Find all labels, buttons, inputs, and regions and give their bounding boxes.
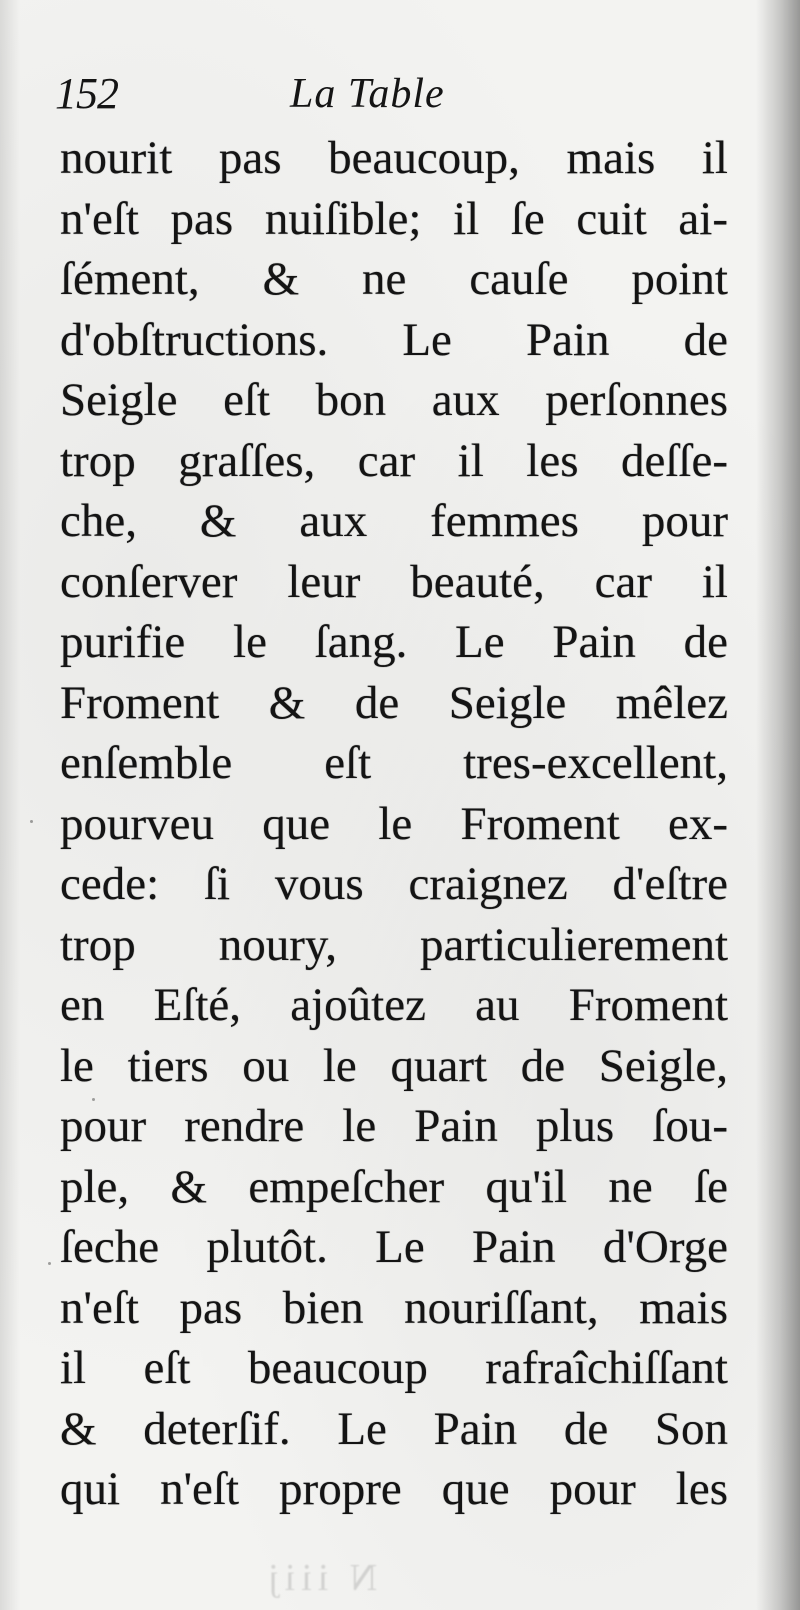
text-line: nourit pas beaucoup, mais il xyxy=(60,132,728,184)
text-line: trop graſſes, car il les deſſe- xyxy=(60,434,728,487)
text-line: & deterſif. Le Pain de Son xyxy=(60,1402,728,1455)
text-line: il eſt beaucoup rafraîchiſſant xyxy=(60,1342,728,1394)
text-line: ple, & empeſcher qu'il ne ſe xyxy=(60,1160,728,1213)
text-line: n'eſt pas bien nouriſſant, mais xyxy=(60,1281,728,1334)
text-line: le tiers ou le quart de Seigle, xyxy=(60,1039,728,1092)
text-line: pour rendre le Pain plus ſou- xyxy=(60,1100,728,1152)
text-line: che, & aux femmes pour xyxy=(60,495,728,547)
text-line: conſerver leur beauté, car il xyxy=(60,555,728,608)
text-line: Froment & de Seigle mêlez xyxy=(60,676,728,729)
text-line: d'obſtructions. Le Pain de xyxy=(60,313,728,366)
text-line: ſément, & ne cauſe point xyxy=(60,253,728,305)
ink-speck xyxy=(92,1098,95,1101)
text-line: qui n'eſt propre que pour les xyxy=(60,1463,728,1515)
text-line: ſeche plutôt. Le Pain d'Orge xyxy=(60,1221,728,1273)
ink-speck xyxy=(48,1262,51,1265)
ink-speck xyxy=(30,820,33,823)
page-gutter-shadow xyxy=(756,0,800,1610)
text-line: trop noury, particulierement xyxy=(60,918,728,971)
page-number: 152 xyxy=(55,69,118,118)
text-line: n'eſt pas nuiſible; il ſe cuit ai- xyxy=(60,192,728,245)
page-left-edge xyxy=(0,0,20,1610)
text-line: pourveu que le Froment ex- xyxy=(60,797,728,850)
text-line: cede: ſi vous craignez d'eſtre xyxy=(60,858,728,910)
page-header xyxy=(55,66,555,126)
text-line: en Eſté, ajoûtez au Froment xyxy=(60,979,728,1031)
signature-mark: N iiij xyxy=(262,1557,378,1599)
text-line: purifie le ſang. Le Pain de xyxy=(60,616,728,668)
running-title: La Table xyxy=(290,71,445,117)
text-line: enſemble eſt tres-excellent, xyxy=(60,737,728,789)
text-line: Seigle eſt bon aux perſonnes xyxy=(60,374,728,426)
body-text xyxy=(60,128,728,1520)
